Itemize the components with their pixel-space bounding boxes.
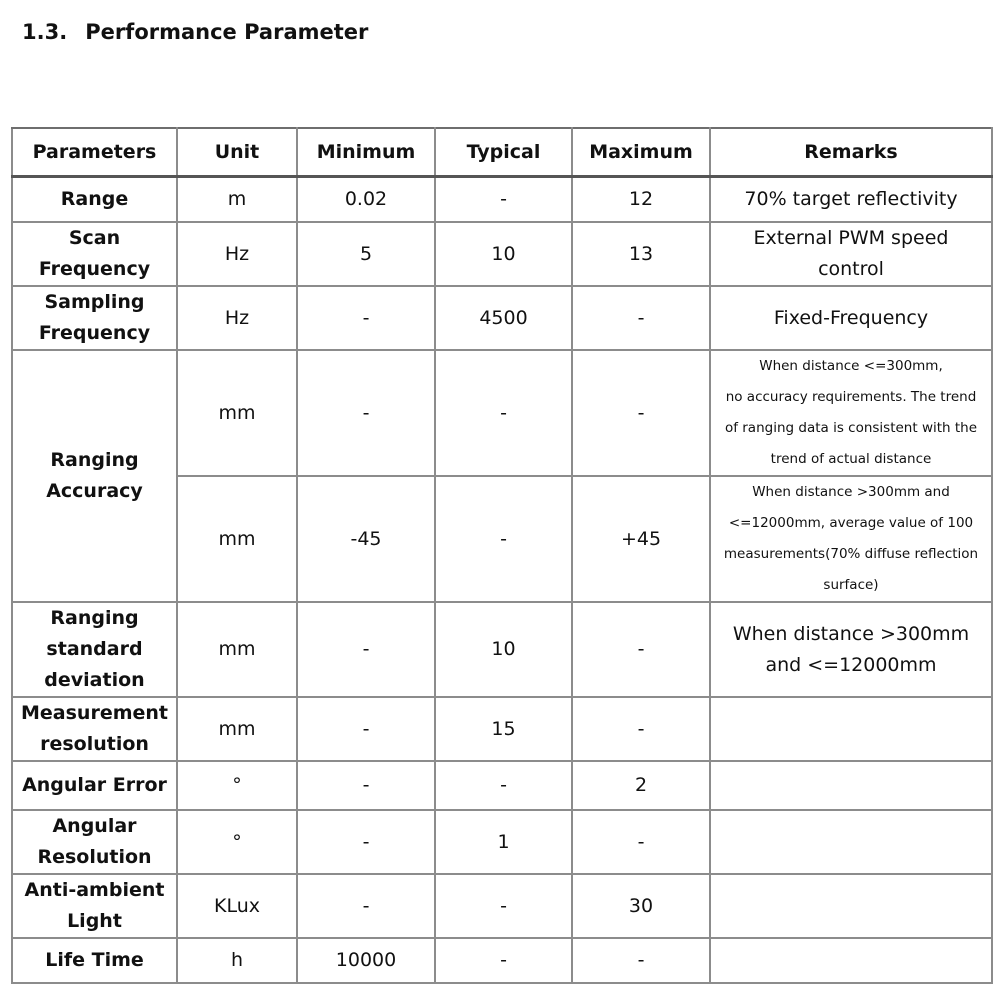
min-life-time: 10000: [297, 938, 435, 983]
max-anti-ambient-light: 30: [572, 874, 710, 938]
remarks-ranging-accuracy-1-line1: When distance <=300mm,: [759, 358, 943, 374]
param-sampling-frequency-line1: Sampling: [44, 291, 145, 313]
min-ranging-accuracy-2: -45: [297, 476, 435, 602]
unit-ranging-std: mm: [177, 602, 297, 697]
param-measurement-resolution: [12, 697, 177, 761]
section-title: Performance Parameter: [85, 20, 369, 44]
param-measurement-resolution-line2: resolution: [40, 733, 149, 755]
unit-sampling-frequency: Hz: [177, 286, 297, 350]
unit-range: m: [177, 177, 297, 223]
unit-ranging-accuracy-2: mm: [177, 476, 297, 602]
typ-measurement-resolution: 15: [435, 697, 572, 761]
remarks-ranging-accuracy-1: [710, 350, 992, 476]
param-ranging-accuracy-line1: Ranging: [50, 449, 139, 471]
param-angular-resolution-line2: Resolution: [37, 846, 152, 868]
table-row-range: [12, 177, 992, 223]
param-ranging-std-line3: deviation: [44, 669, 145, 691]
unit-scan-frequency: Hz: [177, 222, 297, 286]
remarks-sampling-frequency: Fixed-Frequency: [710, 286, 992, 350]
table-row-ranging-accuracy-1: [12, 350, 992, 476]
max-sampling-frequency: -: [572, 286, 710, 350]
table-row-anti-ambient-light: [12, 874, 992, 938]
typ-angular-resolution: 1: [435, 810, 572, 874]
table-row-angular-error: [12, 761, 992, 810]
unit-angular-resolution: °: [177, 810, 297, 874]
param-angular-resolution-line1: Angular: [52, 815, 137, 837]
header-minimum: Minimum: [297, 128, 435, 177]
performance-parameter-table: [11, 127, 993, 984]
table-row-scan-frequency: [12, 222, 992, 286]
remarks-ranging-accuracy-1-line3: of ranging data is consistent with the: [724, 420, 978, 436]
unit-anti-ambient-light: KLux: [177, 874, 297, 938]
remarks-measurement-resolution: [710, 697, 992, 761]
param-ranging-accuracy: [12, 350, 177, 602]
param-anti-ambient-light: [12, 874, 177, 938]
param-anti-ambient-light-line2: Light: [67, 910, 122, 932]
remarks-scan-frequency-line2: control: [818, 258, 884, 280]
param-angular-error: Angular Error: [12, 761, 177, 810]
remarks-life-time: [710, 938, 992, 983]
param-scan-frequency: [12, 222, 177, 286]
typ-anti-ambient-light: -: [435, 874, 572, 938]
param-ranging-accuracy-line2: Accuracy: [46, 480, 143, 502]
param-angular-resolution: [12, 810, 177, 874]
remarks-ranging-accuracy-2-line2: <=12000mm, average value of 100: [728, 515, 974, 531]
remarks-ranging-std-line1: When distance >300mm: [732, 622, 970, 645]
header-parameters: Parameters: [12, 128, 177, 177]
typ-scan-frequency: 10: [435, 222, 572, 286]
typ-sampling-frequency: 4500: [435, 286, 572, 350]
param-ranging-std: [12, 602, 177, 697]
max-measurement-resolution: -: [572, 697, 710, 761]
max-range: 12: [572, 177, 710, 223]
remarks-ranging-std-line2: and <=12000mm: [765, 653, 937, 676]
min-anti-ambient-light: -: [297, 874, 435, 938]
header-remarks: Remarks: [710, 128, 992, 177]
typ-ranging-accuracy-1: -: [435, 350, 572, 476]
typ-ranging-std: 10: [435, 602, 572, 697]
min-angular-error: -: [297, 761, 435, 810]
max-scan-frequency: 13: [572, 222, 710, 286]
typ-angular-error: -: [435, 761, 572, 810]
unit-life-time: h: [177, 938, 297, 983]
table-row-sampling-frequency: [12, 286, 992, 350]
table-header-row: [12, 128, 992, 177]
min-measurement-resolution: -: [297, 697, 435, 761]
remarks-angular-resolution: [710, 810, 992, 874]
param-life-time: Life Time: [12, 938, 177, 983]
remarks-ranging-accuracy-2: [710, 476, 992, 602]
min-scan-frequency: 5: [297, 222, 435, 286]
param-sampling-frequency-line2: Frequency: [38, 322, 151, 344]
remarks-angular-error: [710, 761, 992, 810]
unit-measurement-resolution: mm: [177, 697, 297, 761]
unit-angular-error: °: [177, 761, 297, 810]
remarks-ranging-accuracy-1-line2: no accuracy requirements. The trend: [725, 389, 977, 405]
max-ranging-std: -: [572, 602, 710, 697]
param-ranging-std-line1: Ranging: [50, 607, 139, 629]
table-row-life-time: [12, 938, 992, 983]
max-angular-error: 2: [572, 761, 710, 810]
typ-life-time: -: [435, 938, 572, 983]
header-unit: Unit: [177, 128, 297, 177]
param-scan-frequency-line1: Scan: [68, 227, 121, 249]
remarks-range: 70% target reflectivity: [710, 177, 992, 223]
table-row-angular-resolution: [12, 810, 992, 874]
header-typical: Typical: [435, 128, 572, 177]
remarks-anti-ambient-light: [710, 874, 992, 938]
unit-ranging-accuracy-1: mm: [177, 350, 297, 476]
max-life-time: -: [572, 938, 710, 983]
remarks-scan-frequency-line1: External PWM speed: [753, 227, 949, 249]
remarks-ranging-std: [710, 602, 992, 697]
param-sampling-frequency: [12, 286, 177, 350]
remarks-ranging-accuracy-2-line4: surface): [823, 577, 879, 593]
table-row-measurement-resolution: [12, 697, 992, 761]
max-angular-resolution: -: [572, 810, 710, 874]
table-row-ranging-std: [12, 602, 992, 697]
param-range: Range: [12, 177, 177, 223]
param-measurement-resolution-line1: Measurement: [21, 702, 168, 724]
min-ranging-std: -: [297, 602, 435, 697]
min-range: 0.02: [297, 177, 435, 223]
typ-range: -: [435, 177, 572, 223]
remarks-ranging-accuracy-2-line1: When distance >300mm and: [752, 484, 950, 500]
min-sampling-frequency: -: [297, 286, 435, 350]
min-angular-resolution: -: [297, 810, 435, 874]
max-ranging-accuracy-2: +45: [572, 476, 710, 602]
header-maximum: Maximum: [572, 128, 710, 177]
param-ranging-std-line2: standard: [46, 638, 143, 660]
section-heading: [22, 20, 368, 44]
min-ranging-accuracy-1: -: [297, 350, 435, 476]
remarks-ranging-accuracy-2-line3: measurements(70% diffuse reflection: [723, 546, 979, 562]
section-number: 1.3.: [22, 20, 68, 44]
param-anti-ambient-light-line1: Anti-ambient: [24, 879, 165, 901]
remarks-ranging-accuracy-1-line4: trend of actual distance: [770, 451, 932, 467]
max-ranging-accuracy-1: -: [572, 350, 710, 476]
param-scan-frequency-line2: Frequency: [38, 258, 151, 280]
typ-ranging-accuracy-2: -: [435, 476, 572, 602]
remarks-scan-frequency: [710, 222, 992, 286]
